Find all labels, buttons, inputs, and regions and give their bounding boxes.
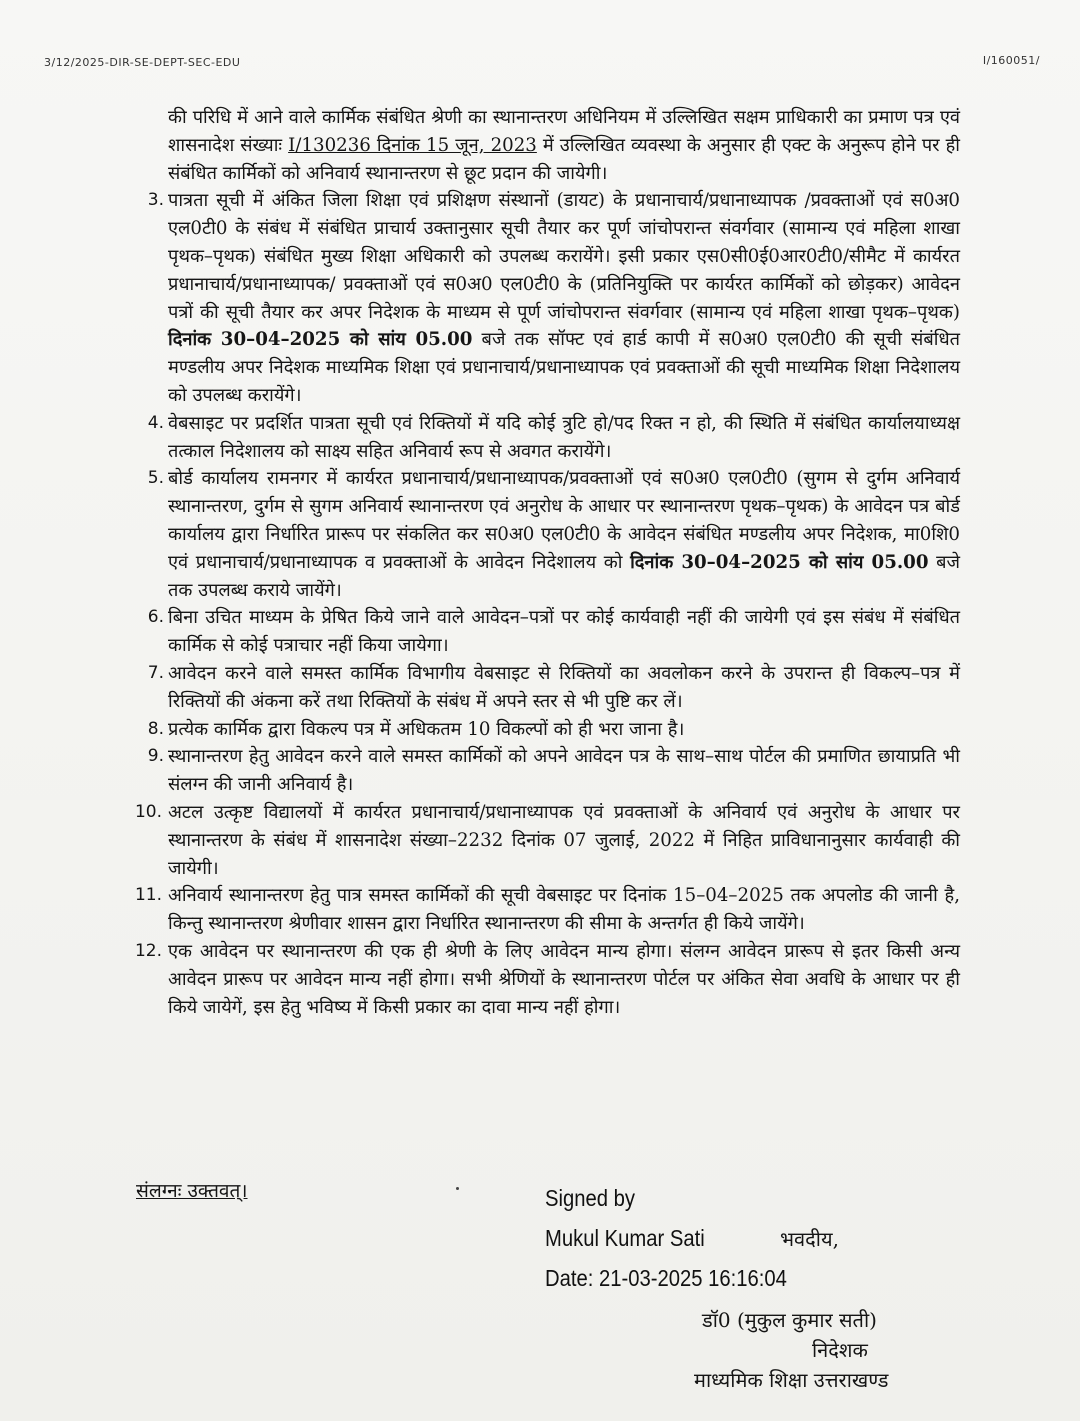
enclosure-note: संलग्नः उक्तवत्। (136, 1180, 248, 1202)
item-text: अटल उत्कृष्ट विद्यालयों में कार्यरत प्रधानाचार्य/प्रधानाध्यापक एवं प्रवक्ताओं के अनिवार्य एवं अनुरोध के आधार पर स्थानान्तरण के संबंध में शासनादेश संख्या–2232 दिनांक 07 जुलाई, 2022 में निहित प्राविधानानुसार कार्यवाही की जायेगी। (168, 801, 960, 879)
list-item (108, 465, 960, 604)
item-number: 4. (147, 412, 164, 433)
letter-body (108, 104, 960, 1021)
list-item (108, 604, 960, 660)
list-item (108, 743, 960, 799)
item-number: 6. (147, 607, 164, 628)
closing-salutation: भवदीय, (780, 1227, 839, 1251)
item-number: 11. (134, 885, 162, 906)
item-number: 3. (147, 190, 164, 211)
officer-designation: निदेशक (812, 1338, 868, 1362)
list-item (108, 882, 960, 938)
item-text: वेबसाइट पर प्रदर्शित पात्रता सूची एवं रिक्तियों में यदि कोई त्रुटि हो/पद रिक्त न हो, की स्थिति में संबंधित कार्यालयाध्यक्ष तत्काल निदेशालय को साक्ष्य सहित अनिवार्य रूप से अवगत करायेंगे। (168, 412, 960, 462)
list-item (108, 938, 960, 1021)
item-number: 5. (147, 468, 164, 489)
item-text: स्थानान्तरण हेतु आवेदन करने वाले समस्त कार्मिकों को अपने आवेदन पत्र के साथ–साथ पोर्टल की प्रमाणित छायाप्रति भी संलग्न की जानी अनिवार्य है। (168, 746, 961, 796)
item-number: 7. (147, 662, 164, 683)
item-text: बोर्ड कार्यालय रामनगर में कार्यरत प्रधानाचार्य/प्रधानाध्यापक/प्रवक्ताओं एवं स0अ0 एल0टी0 (सुगम से दुर्गम अनिवार्य स्थानान्तरण, दुर्गम से सुगम अनिवार्य स्थानान्तरण एवं अनुरोध के आधार पर स्थानान्तरण पृथक–पृथक) के आवेदन पत्र बोर्ड कार्यालय द्वारा निर्धारित प्रारूप पर संकलित कर स0अ0 एल0टी0 के आवेदन संबंधित मण्डलीय अपर निदेशक, मा0शि0 एवं प्रधानाचार्य/प्रधानाध्यापक व प्रवक्ताओं के आवेदन निदेशालय को (168, 468, 960, 573)
item-number: 8. (147, 718, 164, 739)
file-reference: 3/12/2025-DIR-SE-DEPT-SEC-EDU (44, 56, 241, 69)
list-item (108, 660, 960, 716)
go-reference-underlined: I/130236 दिनांक 15 जून, 2023 (288, 134, 537, 156)
item-text: पात्रता सूची में अंकित जिला शिक्षा एवं प्रशिक्षण संस्थानों (डायट) के प्रधानाचार्य/प्रधानाध्यापक /प्रवक्ताओं एवं स0अ0 एल0टी0 के संबंध में संबंधित प्राचार्य उक्तानुसार सूची तैयार कर पूर्ण जांचोपरान्त संवर्गवार (सामान्य एवं महिला शाखा पृथक–पृथक) संबंधित मुख्य शिक्षा अधिकारी को उपलब्ध करायेंगे। इसी प्रकार एस0सी0ई0आर0टी0/सीमैट में कार्यरत प्रधानाचार्य/प्रधानाध्यापक/ प्रवक्ताओं एवं स0अ0 एल0टी0 के (प्रतिनियुक्ति पर कार्यरत कार्मिकों को छोड़कर) आवेदन पत्रों की सूची तैयार कर अपर निदेशक के माध्यम से पूर्ण जांचोपरान्त संवर्गवार (सामान्य एवं महिला शाखा पृथक–पृथक) (168, 190, 960, 323)
list-item (108, 187, 960, 409)
item-text: अनिवार्य स्थानान्तरण हेतु पात्र समस्त कार्मिकों की सूची वेबसाइट पर दिनांक 15–04–2025 तक अपलोड की जानी है, किन्तु स्थानान्तरण श्रेणीवार शासन द्वारा निर्धारित स्थानान्तरण की सीमा के अन्तर्गत ही किये जायेंगे। (168, 885, 960, 935)
letter-number: I/160051/ (982, 54, 1040, 67)
officer-name: डॉ0 (मुकुल कुमार सती) (702, 1308, 877, 1332)
intro-text-before: की परिधि में आने वाले कार्मिक संबंधित श्रेणी का स्थानान्तरण अधिनियम में उल्लिखित सक्षम प्राधिकारी का प्रमाण पत्र एवं शासनादेश संख्याः (168, 107, 960, 156)
item-text: बिना उचित माध्यम के प्रेषित किये जाने वाले आवेदन–पत्रों पर कोई कार्यवाही नहीं की जायेगी एवं इस संबंध में संबंधित कार्मिक से कोई पत्राचार नहीं किया जायेगा। (168, 607, 960, 657)
page-header (0, 52, 1080, 74)
item-number: 12. (134, 940, 162, 961)
item-text: आवेदन करने वाले समस्त कार्मिक विभागीय वेबसाइट से रिक्तियों का अवलोकन करने के उपरान्त ही विकल्प–पत्र में रिक्तियों की अंकना करें तथा रिक्तियों के संबंध में अपने स्तर से भी पुष्टि कर लें। (168, 662, 960, 712)
officer-department: माध्यमिक शिक्षा उत्तराखण्ड (694, 1368, 889, 1392)
stray-dot (456, 1187, 459, 1190)
item-text-after: बजे तक उपलब्ध कराये जायेंगे। (168, 551, 960, 601)
intro-text-after: में उल्लिखित व्यवस्था के अनुसार ही एक्ट के अनुरूप होने पर ही संबंधित कार्मिकों को अनिवार्य स्थानान्तरण से छूट प्रदान की जायेगी। (168, 134, 960, 184)
item-text: एक आवेदन पर स्थानान्तरण की एक ही श्रेणी के लिए आवेदन मान्य होगा। संलग्न आवेदन प्रारूप से इतर किसी अन्य आवेदन प्रारूप पर आवेदन मान्य नहीं होगा। सभी श्रेणियों के स्थानान्तरण पोर्टल पर अंकित सेवा अवधि के आधार पर ही किये जायेगें, इस हेतु भविष्य में किसी प्रकार का दावा मान्य नहीं होगा। (168, 940, 960, 1018)
signer-name: Mukul Kumar Sati (545, 1225, 705, 1251)
signature-date: Date: 21-03-2025 16:16:04 (545, 1265, 787, 1291)
item-deadline: दिनांक 30–04–2025 को सांय 05.00 (630, 551, 929, 573)
item-deadline: दिनांक 30–04–2025 को सांय 05.00 (168, 329, 473, 351)
item-text: प्रत्येक कार्मिक द्वारा विकल्प पत्र में अधिकतम 10 विकल्पों को ही भरा जाना है। (168, 718, 685, 740)
item-text-after: बजे तक सॉफ्ट एवं हार्ड कापी में स0अ0 एल0टी0 की सूची संबंधित मण्डलीय अपर निदेशक माध्यमिक शिक्षा एवं प्रधानाचार्य/प्रधानाध्यापक एवं प्रवक्ताओं की सूची माध्यमिक शिक्षा निदेशालय को उपलब्ध करायेंगे। (168, 329, 960, 406)
item-number: 10. (134, 801, 162, 822)
item-number: 9. (147, 746, 164, 767)
officer-block (694, 1305, 940, 1395)
intro-paragraph (108, 104, 960, 187)
signed-by-label: Signed by (545, 1185, 636, 1211)
list-item (108, 716, 960, 744)
digital-signature-block (545, 1178, 787, 1298)
list-item (108, 410, 960, 466)
list-item (108, 799, 960, 882)
